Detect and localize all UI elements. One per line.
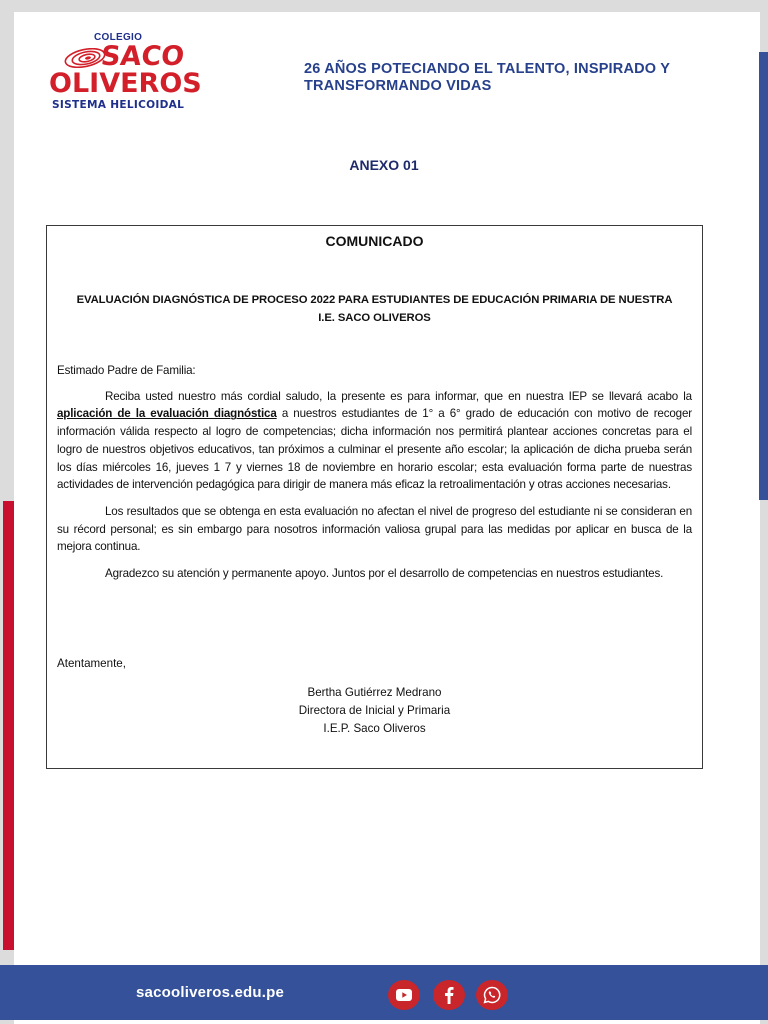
decorative-blue-bar: [759, 52, 768, 500]
whatsapp-icon[interactable]: [476, 980, 508, 1010]
header-slogan: [304, 61, 724, 95]
subject-line-2: I.E. SACO OLIVEROS: [318, 312, 431, 324]
facebook-icon[interactable]: [433, 980, 465, 1010]
signatory-role: Directora de Inicial y Primaria: [298, 703, 451, 717]
footer-band: [0, 965, 768, 1020]
signatory-institution: I.E.P. Saco Oliveros: [323, 721, 426, 735]
logo-oliveros-text: OLIVEROS: [49, 68, 202, 99]
notice-body: [57, 362, 692, 592]
school-logo: [46, 30, 202, 112]
signatory-name: Bertha Gutiérrez Medrano: [307, 686, 442, 699]
notice-subject: [55, 291, 694, 327]
slogan-line-1: 26 AÑOS POTECIANDO EL TALENTO, INSPIRADO Y: [304, 61, 671, 77]
notice-box: [46, 225, 703, 769]
logo-saco-text: SACO: [99, 41, 186, 72]
logo-colegio-text: COLEGIO: [94, 32, 143, 43]
paragraph-3: Agradezco su atención y permanente apoyo. Juntos por el desarrollo de competencias en nuestros estudiantes.: [105, 567, 664, 581]
website-link[interactable]: sacooliveros.edu.pe: [136, 984, 285, 1001]
notice-title: COMUNICADO: [325, 233, 424, 249]
paragraph-2: Los resultados que se obtenga en esta evaluación no afectan el nivel de progreso del estudiante ni se consideran en su récord personal; es sin embargo para nosotros información valiosa grupal para las medidas por aplicar en busca de la mejora continua.: [57, 504, 692, 554]
greeting: Estimado Padre de Familia:: [57, 364, 196, 377]
underlined-phrase: aplicación de la evaluación diagnóstica: [57, 407, 277, 421]
slogan-line-2: TRANSFORMANDO VIDAS: [304, 78, 492, 94]
paragraph-1: [57, 388, 692, 494]
youtube-icon[interactable]: [388, 980, 420, 1010]
logo-sistema-text: SISTEMA HELICOIDAL: [52, 98, 185, 111]
subject-line-1: EVALUACIÓN DIAGNÓSTICA DE PROCESO 2022 PARA ESTUDIANTES DE EDUCACIÓN PRIMARIA DE NUESTRA: [76, 294, 673, 306]
signature-block: [47, 684, 702, 737]
annex-title: ANEXO 01: [349, 157, 419, 173]
closing: Atentamente,: [57, 657, 126, 670]
paragraph-1-text-a: Reciba usted nuestro más cordial saludo, la presente es para informar, que en nuestra IEP se llevará acabo la: [105, 389, 692, 403]
paragraph-1-text-b: a nuestros estudiantes de 1° a 6° grado de educación con motivo de recoger información válida respecto al logro de competencias; dicha información nos permitirá plantear acciones concretas para el logro de nuestros objetivos educativos, tan próximos a culminar el presente año escolar; la aplicación de dicha prueba serán los días miércoles 16, jueves 1 7 y viernes 18 de noviembre en horario escolar; esta evaluación forma parte de nuestras actividades de intervención pedagógica para dirigir de manera más eficaz la retroalimentación y otras acciones necesarias.: [57, 407, 692, 492]
decorative-red-bar: [3, 501, 14, 950]
